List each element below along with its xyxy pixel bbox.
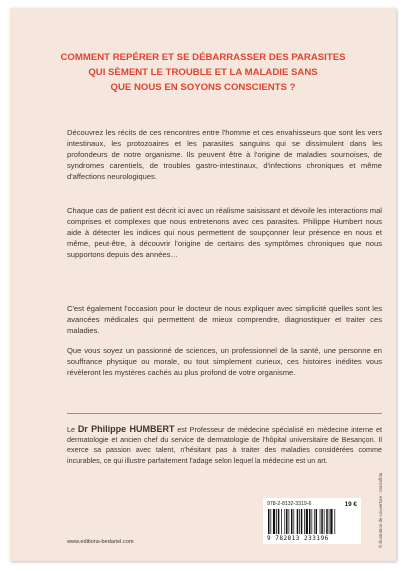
headline-line-3: QUE NOUS EN SOYONS CONSCIENTS ? [110,82,296,93]
barcode-digits: 9 782813 233196 [267,535,329,542]
blurb-paragraph-1: Découvrez les récits de ces rencontres entre l'homme et ces envahisseurs que sont les vers intestinaux, les protozoaires et les parasites sanguins qui se dissimulent dans les profondeurs de notre organisme. Ils peuvent être à l'origine de maladies sournoises, de syndromes carentiels, de troubles gastro-intestinaux, d'infections chroniques et même d'affections neurologiques. [67,128,382,181]
isbn-number: 978-2-8132-3319-6 [267,501,312,507]
isbn-block [263,498,361,544]
divider [67,413,382,414]
publisher-url[interactable]: www.editions-bedariel.com [67,539,134,545]
cover-credit: © illustration de couverture : Vonsofitta [378,472,383,548]
isbn-row [267,501,357,508]
blurb-paragraph-4: Que vous soyez un passionné de sciences, un professionnel de la santé, une personne en souffrance physique ou morale, ou tout simplement curieux, ces histoires inédites vous révèleront les mystères cachés au plus profond de votre organisme. [67,346,382,377]
blurb-paragraph-2: Chaque cas de patient est décrit ici avec un réalisme saisissant et dévoile les interactions mal comprises et complexes que nous entretenons avec ces parasites. Philippe Humbert nous aide à détecter les indices qui nous permettent de soupçonner leur présence en nous et même, peut-être, à découvrir l'origine de certains des symptômes chroniques que nous supportons depuis des années… [67,206,382,259]
headline-line-1: COMMENT REPÉRER ET SE DÉBARRASSER DES PARASITES [60,52,346,63]
author-bio [67,424,382,466]
bio-text: est Professeur de médecine spécialisé en médecine interne et dermatologie et ancien chef du service de dermatologie de l'hôpital universitaire de Besançon. Il exerce sa passion avec talent, n'hésitant pas à traiter des maladies considérées comme incurables, ce qui illustre parfaitement l'adage selon lequel la médecine est un art. [67,425,382,465]
headline [30,50,376,95]
headline-line-2: QUI SÈMENT LE TROUBLE ET LA MALADIE SANS [88,67,318,78]
back-cover [10,8,396,561]
blurb-paragraph-3: C'est également l'occasion pour le docteur de nous expliquer avec simplicité quelles sont les avancées médicales qui permettent de mieux comprendre, diagnostiquer et traiter ces maladies. [67,304,382,335]
bio-prefix: Le [67,425,78,434]
author-name: Dr Philippe HUMBERT [77,424,175,434]
barcode-icon [267,509,357,534]
price: 19 € [344,501,357,508]
